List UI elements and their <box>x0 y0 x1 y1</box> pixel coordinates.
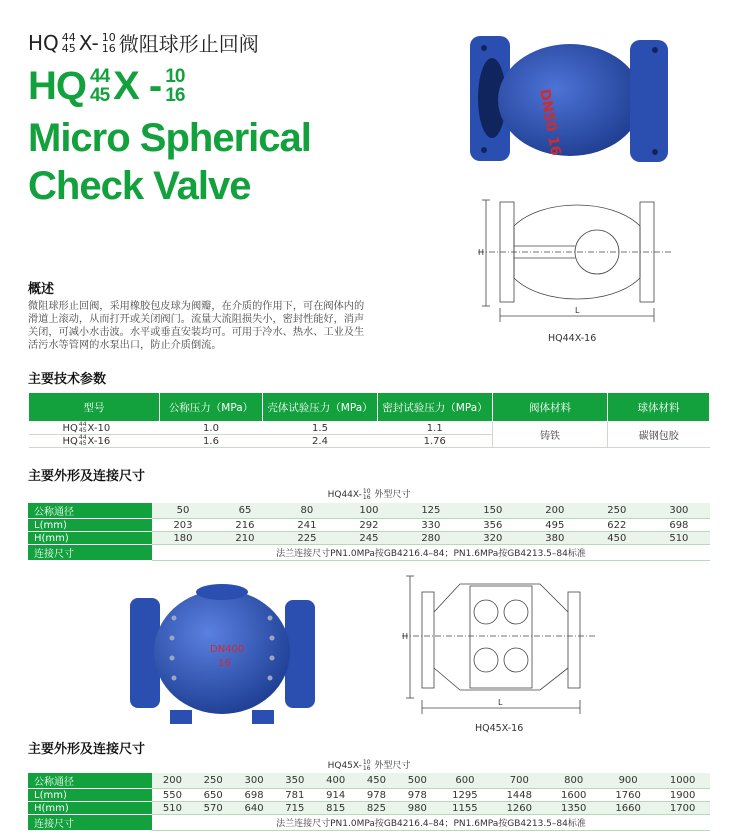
table-cell: 80 <box>276 503 338 519</box>
en-pressure-bottom: 16 <box>165 85 185 106</box>
valve-drawing-hq45 <box>400 570 600 720</box>
table-cell: 216 <box>214 519 276 532</box>
table-cell: 1350 <box>547 802 601 815</box>
row-label: H(mm) <box>28 532 152 545</box>
valve-photo-small <box>470 28 675 173</box>
table-cell: 50 <box>152 503 214 519</box>
tech-heading: 主要技术参数 <box>28 372 107 387</box>
row-label: 公称通径 <box>28 503 152 519</box>
tech-table <box>28 392 710 448</box>
series-bottom: 45 <box>61 41 76 55</box>
table-cell: 320 <box>462 532 524 545</box>
table-cell: 1600 <box>547 789 601 802</box>
ball-material-cell: 碳钢包胶 <box>608 422 710 448</box>
table-cell: 825 <box>356 802 397 815</box>
overview-heading: 概述 <box>28 282 55 297</box>
model-series-bottom: 45 <box>78 427 87 434</box>
table-cell: 1155 <box>438 802 492 815</box>
table-cell: 495 <box>524 519 586 532</box>
table-cell: 245 <box>338 532 400 545</box>
cn-model-series <box>62 32 76 54</box>
dim1-heading: 主要外形及连接尺寸 <box>28 469 146 484</box>
table-cell: 1660 <box>601 802 655 815</box>
model-series <box>79 422 87 434</box>
table-cell: 225 <box>276 532 338 545</box>
overview-text: 微阻球形止回阀，采用橡胶包皮球为阀瓣，在介质的作用下，可在阀体内的滑道上滚动，从而打开或关闭阀门。流量大流阻损失小，密封性能好，消声关闭，可减小水击波。水平或垂直安装均可。可用于冷水、热水、工业及生活污水等管网的水泵出口，防止介质倒流。 <box>28 301 365 351</box>
dim-l-label: L <box>575 306 580 315</box>
th-model: 型号 <box>29 393 160 422</box>
table-cell: 356 <box>462 519 524 532</box>
model-suffix: X-16 <box>87 436 111 447</box>
dim-h-label: H <box>402 632 409 641</box>
pn-cell: 1.6 <box>160 435 263 448</box>
table-cell: 700 <box>492 773 546 789</box>
table-cell: 200 <box>152 773 193 789</box>
table-row <box>29 422 710 435</box>
table-cell: 250 <box>193 773 234 789</box>
table-cell: 500 <box>397 773 438 789</box>
en-model-prefix: HQ <box>28 64 86 108</box>
conn-text: 法兰连接尺寸PN1.0MPa按GB4216.4–84；PN1.6MPa按GB4213.5–84标准 <box>152 815 710 831</box>
dim-l-label: L <box>498 698 503 707</box>
table-cell: 914 <box>315 789 356 802</box>
table-cell: 600 <box>438 773 492 789</box>
model-series-bottom: 45 <box>78 440 87 447</box>
dim1-caption <box>28 487 710 501</box>
dim1-caption-post: 外型尺寸 <box>371 490 411 500</box>
table-cell: 292 <box>338 519 400 532</box>
table-cell: 1000 <box>655 773 710 789</box>
table-cell: 622 <box>586 519 648 532</box>
table-cell: 650 <box>193 789 234 802</box>
en-name-line1: Micro Spherical <box>28 116 311 160</box>
table-cell: 978 <box>397 789 438 802</box>
dim1-caption-pre: HQ44X- <box>327 490 362 500</box>
shell-cell: 1.5 <box>263 422 378 435</box>
table-cell: 125 <box>400 503 462 519</box>
en-model-series <box>90 67 109 105</box>
row-label: L(mm) <box>28 789 152 802</box>
table-cell: 570 <box>193 802 234 815</box>
cn-model-prefix: HQ <box>28 30 59 55</box>
valve-marking-top: DN400 <box>210 644 245 655</box>
cn-model-mid: X- <box>78 30 99 55</box>
table-row <box>28 532 710 545</box>
pressure-top: 10 <box>101 30 116 44</box>
dim2-caption <box>28 758 710 772</box>
valve-photo-large <box>130 578 315 728</box>
row-label: 公称通径 <box>28 773 152 789</box>
table-cell: 1295 <box>438 789 492 802</box>
table-cell: 450 <box>586 532 648 545</box>
table-cell: 698 <box>234 789 275 802</box>
frac-bottom: 16 <box>362 764 371 772</box>
table-cell: 250 <box>586 503 648 519</box>
dim1-caption-frac <box>363 489 371 501</box>
table-row <box>28 773 710 789</box>
model-cell <box>29 422 160 435</box>
table-cell: 300 <box>234 773 275 789</box>
pressure-bottom: 16 <box>101 41 116 55</box>
drawing1-caption: HQ44X-16 <box>548 333 597 344</box>
conn-text: 法兰连接尺寸PN1.0MPa按GB4216.4–84；PN1.6MPa按GB4213.5–84标准 <box>152 545 710 561</box>
table-cell: 900 <box>601 773 655 789</box>
table-row <box>28 503 710 519</box>
dim2-caption-pre: HQ45X- <box>327 761 362 771</box>
dim2-table <box>28 773 710 831</box>
table-cell: 550 <box>152 789 193 802</box>
valve-marking-bottom: 16 <box>218 658 231 669</box>
table-cell: 800 <box>547 773 601 789</box>
drawing2-caption: HQ45X-16 <box>475 723 524 734</box>
model-suffix: X-10 <box>87 423 111 434</box>
table-cell: 510 <box>648 532 710 545</box>
table-cell: 300 <box>648 503 710 519</box>
table-cell: 698 <box>648 519 710 532</box>
table-cell: 715 <box>274 802 315 815</box>
en-series-top: 44 <box>90 66 110 87</box>
en-name-line2: Check Valve <box>28 164 251 208</box>
seal-cell: 1.1 <box>378 422 493 435</box>
th-pn: 公称压力（MPa） <box>160 393 263 422</box>
dim2-heading: 主要外形及连接尺寸 <box>28 742 146 757</box>
table-cell: 100 <box>338 503 400 519</box>
valve-marking: DN50 16 <box>536 87 564 157</box>
cn-product-name: 微阻球形止回阀 <box>118 32 259 56</box>
en-model-title <box>28 66 188 106</box>
model-prefix: HQ <box>62 423 78 434</box>
row-label: L(mm) <box>28 519 152 532</box>
table-cell: 400 <box>315 773 356 789</box>
th-body: 阀体材料 <box>493 393 608 422</box>
table-cell: 1448 <box>492 789 546 802</box>
dim-h-label: H <box>478 248 485 257</box>
frac-top: 10 <box>362 758 371 766</box>
model-series-top: 44 <box>78 434 87 441</box>
table-cell: 203 <box>152 519 214 532</box>
table-cell: 781 <box>274 789 315 802</box>
table-cell: 450 <box>356 773 397 789</box>
en-model-pressure <box>165 67 184 105</box>
table-cell: 280 <box>400 532 462 545</box>
frac-top: 10 <box>362 487 371 495</box>
conn-label: 连接尺寸 <box>28 815 152 831</box>
table-cell: 815 <box>315 802 356 815</box>
table-cell: 1700 <box>655 802 710 815</box>
dim1-table <box>28 503 710 561</box>
table-row <box>28 815 710 831</box>
table-cell: 210 <box>214 532 276 545</box>
en-series-bottom: 45 <box>90 85 110 106</box>
model-cell <box>29 435 160 448</box>
shell-cell: 2.4 <box>263 435 378 448</box>
table-cell: 350 <box>274 773 315 789</box>
table-cell: 241 <box>276 519 338 532</box>
model-prefix: HQ <box>62 436 78 447</box>
table-cell: 200 <box>524 503 586 519</box>
table-cell: 150 <box>462 503 524 519</box>
table-cell: 1900 <box>655 789 710 802</box>
dim2-caption-frac <box>363 760 371 772</box>
seal-cell: 1.76 <box>378 435 493 448</box>
table-row <box>28 802 710 815</box>
table-row <box>28 519 710 532</box>
model-series-top: 44 <box>78 421 87 428</box>
table-cell: 65 <box>214 503 276 519</box>
table-cell: 330 <box>400 519 462 532</box>
table-cell: 978 <box>356 789 397 802</box>
en-model-mid: X - <box>113 64 162 108</box>
pn-cell: 1.0 <box>160 422 263 435</box>
body-material-cell: 铸铁 <box>493 422 608 448</box>
conn-label: 连接尺寸 <box>28 545 152 561</box>
en-pressure-top: 10 <box>165 66 185 87</box>
cn-model-pressure <box>102 32 116 54</box>
table-row <box>28 545 710 561</box>
table-cell: 1260 <box>492 802 546 815</box>
cn-title <box>28 28 259 57</box>
th-shell: 壳体试验压力（MPa） <box>263 393 378 422</box>
valve-drawing-hq44 <box>472 188 682 338</box>
table-cell: 180 <box>152 532 214 545</box>
table-cell: 1760 <box>601 789 655 802</box>
model-series <box>79 435 87 447</box>
frac-bottom: 16 <box>362 493 371 501</box>
th-seal: 密封试验压力（MPa） <box>378 393 493 422</box>
table-cell: 380 <box>524 532 586 545</box>
series-top: 44 <box>61 30 76 44</box>
row-label: H(mm) <box>28 802 152 815</box>
dim2-caption-post: 外型尺寸 <box>371 761 411 771</box>
table-cell: 510 <box>152 802 193 815</box>
table-cell: 640 <box>234 802 275 815</box>
table-cell: 980 <box>397 802 438 815</box>
th-ball: 球体材料 <box>608 393 710 422</box>
table-row <box>28 789 710 802</box>
